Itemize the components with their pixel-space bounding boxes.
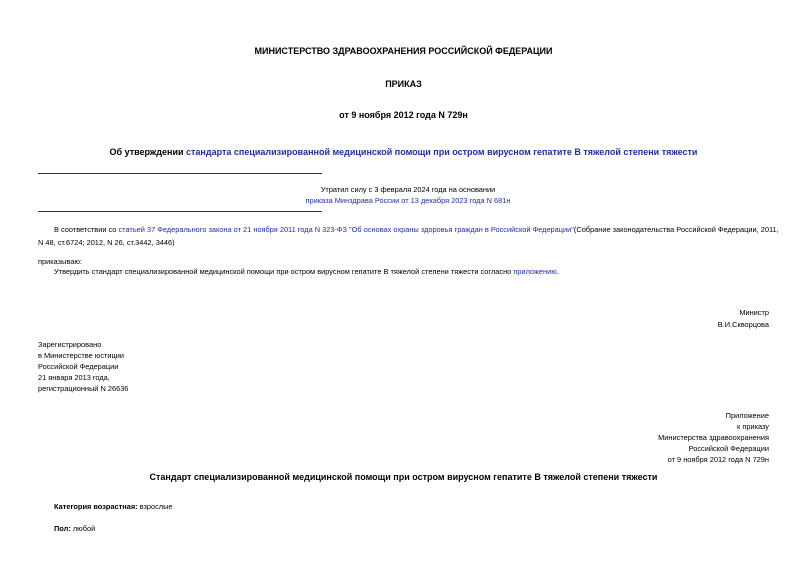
- preamble-line2: N 48, ст.6724; 2012, N 26, ст.3442, 3446): [38, 238, 175, 247]
- approve-paragraph: [54, 266, 559, 277]
- registration-block: [38, 339, 128, 394]
- standard-title: Стандарт специализированной медицинской помощи при остром вирусном гепатите В тяжелой степени тяжести: [149, 472, 658, 482]
- age-category: [54, 501, 173, 512]
- lost-force-link[interactable]: приказа Минздрава России от 13 декабря 2023 года N 681н: [305, 196, 511, 205]
- sex-label: Пол:: [54, 524, 71, 533]
- bottom-divider: [38, 211, 322, 212]
- approve-suffix: .: [556, 267, 559, 276]
- ministry-heading: МИНИСТЕРСТВО ЗДРАВООХРАНЕНИЯ РОССИЙСКОЙ ФЕДЕРАЦИИ: [254, 46, 553, 56]
- appendix-line: Российской Федерации: [688, 444, 769, 453]
- appendix-line: к приказу: [737, 422, 769, 431]
- lost-force-line1: Утратил силу с 3 февраля 2024 года на основании: [320, 185, 496, 194]
- appendix-line: Приложение: [725, 411, 769, 420]
- registration-line: 21 января 2013 года,: [38, 373, 110, 382]
- order-title: [0, 146, 807, 158]
- registration-line: регистрационный N 26636: [38, 384, 129, 393]
- age-category-value: взрослые: [137, 502, 173, 511]
- appendix-block: [658, 410, 769, 465]
- order-date-number: от 9 ноября 2012 года N 729н: [339, 110, 468, 120]
- sex-category: [54, 523, 95, 534]
- doc-type-heading: ПРИКАЗ: [385, 79, 422, 89]
- standard-link[interactable]: стандарта специализированной медицинской помощи при остром вирусном гепатите В тяжелой степени тяжести: [186, 147, 698, 157]
- registration-line: Российской Федерации: [38, 362, 119, 371]
- sex-value: любой: [70, 524, 96, 533]
- appendix-line: Министерства здравоохранения: [658, 433, 769, 442]
- approve-prefix: Утвердить стандарт специализированной медицинской помощи при остром вирусном гепатите В тяжелой степени тяжести согласно: [54, 267, 514, 276]
- top-divider: [38, 173, 322, 174]
- order-word: приказываю:: [38, 257, 82, 266]
- appendix-link[interactable]: приложению: [513, 267, 557, 276]
- order-title-prefix: Об утверждении: [109, 147, 187, 157]
- signature-name: В.И.Скворцова: [717, 320, 769, 329]
- age-category-label: Категория возрастная:: [54, 502, 138, 511]
- registration-line: Зарегистрировано: [38, 340, 102, 349]
- signature-position: Министр: [739, 308, 769, 317]
- preamble-suffix: (Собрание законодательства Российской Федерации, 2011,: [573, 225, 779, 234]
- preamble-prefix: В соответствии со: [54, 225, 119, 234]
- registration-line: в Министерстве юстиции: [38, 351, 125, 360]
- preamble-paragraph: [54, 224, 779, 235]
- appendix-line: от 9 ноября 2012 года N 729н: [667, 455, 769, 464]
- law-article-link[interactable]: статьей 37 Федерального закона от 21 ноября 2011 года N 323-ФЗ "Об основах охраны здоровья граждан в Российской Федерации": [118, 225, 574, 234]
